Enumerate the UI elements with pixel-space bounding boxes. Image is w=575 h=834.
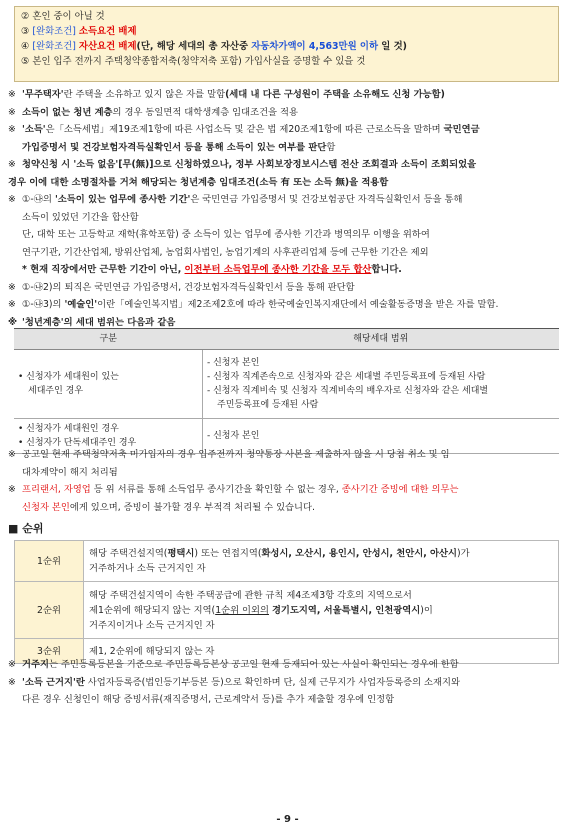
rank-label: 3순위 xyxy=(15,639,84,664)
note-savings-cont: 대차계약이 해지 처리됨 xyxy=(22,466,118,478)
household-range-table xyxy=(14,328,559,454)
note-text: (세대 내 다른 구성원이 주택을 소유해도 신청 가능함) xyxy=(225,89,445,100)
condition-text: 자동차가액이 4,563만원 이하 xyxy=(251,41,379,52)
cell-text: • 신청자가 세대원이 있는 xyxy=(18,372,119,382)
table-header: 해당세대 범위 xyxy=(203,329,560,350)
note-term: '소득 근거지'란 xyxy=(22,676,85,688)
note-term: '예술인' xyxy=(64,299,98,310)
table-cell xyxy=(14,350,203,419)
note-text: 프리랜서, 자영업 xyxy=(22,484,91,495)
note-text: 가입증명서 및 건강보험자격득실확인서 등을 통해 소득이 있는 여부를 판단 xyxy=(22,141,327,153)
table-header-row xyxy=(14,329,559,350)
note-apply-no-income xyxy=(8,156,564,174)
cell-text: 주민등록표에 등재된 사람 xyxy=(217,400,319,410)
cell-text: 세대주인 경우 xyxy=(28,386,84,396)
note-text: 은「소득세법」제19조제1항에 따른 사업소득 및 같은 법 제20조제1항에 따른 근로소득을 말하며 xyxy=(45,124,444,135)
table-row xyxy=(14,350,559,419)
table-header: 구분 xyxy=(14,329,203,350)
table-row xyxy=(15,541,559,582)
cell-text: )이 xyxy=(420,604,433,616)
note-income-base xyxy=(8,674,564,692)
note-term: '소득이 있는 업무에 종사한 기간' xyxy=(54,194,191,205)
cell-text: 거주하거나 소득 근거지인 자 xyxy=(89,563,206,574)
note-work-period xyxy=(8,191,564,209)
note-text: 이란「예술인복지법」제2조제2호에 따라 한국예술인복지재단에서 예술활동증명을 받은 자를 말함. xyxy=(97,299,499,310)
cell-text xyxy=(89,603,553,618)
cell-text: 제1순위에 해당되지 않는 지역( xyxy=(89,604,216,616)
note-mark: ※ xyxy=(8,316,18,328)
note-no-income xyxy=(8,104,564,122)
note-text: ①-㉯3)의 xyxy=(22,299,65,310)
condition-4 xyxy=(21,39,558,54)
note-text: 의 경우 동일면적 대학생계층 임대조건을 적용 xyxy=(112,106,298,118)
note-residence xyxy=(8,656,564,674)
note-mark: ※ xyxy=(8,449,16,460)
note-text: ①-㉯의 xyxy=(22,194,55,205)
note-freelancer-cont xyxy=(8,499,564,517)
condition-text: (단, 해당 세대의 총 자산중 xyxy=(136,41,252,52)
note-work-period-cont: 단, 대학 또는 고등학교 재학(휴학포함) 중 소득이 있는 업무에 종사한 기간과 병역의무 이행을 위하여 xyxy=(22,229,430,240)
cell-text: 평택시 xyxy=(167,548,195,559)
note-mark: ※ xyxy=(8,194,16,205)
cell-text: 화성시, 오산시, 용인시, 안성시, 천안시, 아산시 xyxy=(261,548,457,559)
condition-5 xyxy=(21,54,558,69)
cell-text: )가 xyxy=(456,548,470,559)
condition-number: ③ xyxy=(21,26,30,37)
rank-description xyxy=(84,541,559,582)
note-text: 합니다. xyxy=(371,264,402,275)
cell-text: 거주지이거나 소득 근거지인 자 xyxy=(89,619,215,631)
condition-text: 본인 입주 전까지 주택청약종합저축(청약저축 포함) 가입사실을 증명할 수 있을 것 xyxy=(32,56,366,67)
section-title-ranking: ■ 순위 xyxy=(8,522,44,535)
condition-2 xyxy=(21,9,558,24)
cell-text: - 신청자 직계비속 및 신청자 직계비속의 배우자로 신청자와 같은 세대별 xyxy=(207,386,489,396)
note-term: 소득이 없는 청년 계층 xyxy=(22,106,113,118)
note-text: 국민연금 xyxy=(443,124,480,135)
final-notes xyxy=(8,656,564,709)
condition-text: 자산요건 배제 xyxy=(78,41,137,52)
note-income-base-cont: 다른 경우 신청인이 해당 증빙서류(재직증명서, 근로계약서 등)를 추가 제출할 경우에 인정함 xyxy=(22,694,395,705)
note-apply-no-income-cont: 경우 이에 대한 소명절차를 거쳐 해당되는 청년계층 임대조건(소득 有 또는 소득 無)을 적용함 xyxy=(8,176,389,188)
note-mark: ※ xyxy=(8,106,16,118)
condition-text: 일 것) xyxy=(378,41,407,52)
note-text: * 현재 직장에서만 근무한 기간이 아닌, xyxy=(22,264,185,275)
note-mark: ※ xyxy=(8,89,16,100)
note-text: 청약신청 시 '소득 없음'[무(無)]으로 신청하였으나, 정부 사회보장정보시스템 전산 조회결과 소득이 조회되었을 xyxy=(22,159,477,170)
notes-block xyxy=(8,86,564,331)
note-retirement xyxy=(8,279,564,297)
note-text: 등 위 서류를 통해 소득업무 종사기간을 확인할 수 없는 경우, xyxy=(90,484,342,495)
note-text: 에게 있으며, 증빙이 불가할 경우 부적격 처리될 수 있습니다. xyxy=(69,501,315,513)
note-mark: ※ xyxy=(8,124,16,135)
note-mark: ※ xyxy=(8,659,16,670)
rank-description: 제1, 2순위에 해당되지 않는 자 xyxy=(84,639,559,664)
condition-number: ④ xyxy=(21,41,30,52)
note-mark: ※ xyxy=(8,159,16,170)
note-work-period-sum xyxy=(8,261,564,279)
ranking-table xyxy=(14,540,559,664)
condition-tag: [완화조건] xyxy=(32,26,76,37)
note-text: 는 주민등록등본을 기준으로 주민등록등본상 공고일 현재 등재되어 있는 사실이 확인되는 경우에 한함 xyxy=(48,659,459,670)
note-work-period-cont: 연구기관, 기간산업체, 방위산업체, 농업회사법인, 농업기계의 사후관리업체 등에 근무한 기간은 제외 xyxy=(22,246,429,258)
note-mark: ※ xyxy=(8,281,16,293)
note-freelancer xyxy=(8,481,564,499)
note-homeless xyxy=(8,86,564,104)
cell-text: 경기도지역, 서울특별시, 인천광역시 xyxy=(271,604,421,616)
note-term: '소득' xyxy=(22,124,46,135)
note-income-def xyxy=(8,121,564,139)
note-mark: ※ xyxy=(8,299,16,310)
note-term: 거주지 xyxy=(22,659,49,670)
note-text: '청년계층'의 세대 범위는 다음과 같음 xyxy=(22,316,176,328)
condition-number: ⑤ xyxy=(21,56,30,67)
note-text: 은 국민연금 가입증명서 및 건강보험공단 자격득실확인서 등을 통해 xyxy=(190,194,463,205)
rank-description xyxy=(84,582,559,639)
cell-text: 해당 주택건설지역( xyxy=(89,548,168,559)
cell-text: 해당 주택건설지역이 속한 주택공급에 관한 규칙 제4조제3항 각호의 지역으로서 xyxy=(89,589,412,601)
cell-text: ) 또는 연접지역( xyxy=(194,548,262,559)
condition-tag: [완화조건] xyxy=(32,41,76,52)
note-work-period-cont: 소득이 있었던 기간을 합산함 xyxy=(22,211,139,223)
note-mark: ※ xyxy=(8,676,16,688)
rank-label: 1순위 xyxy=(15,541,84,582)
condition-3 xyxy=(21,24,558,39)
note-mark: ※ xyxy=(8,484,16,495)
table-cell xyxy=(203,350,560,419)
note-text: 함 xyxy=(326,141,336,153)
note-term: '무주택자' xyxy=(22,89,64,100)
cell-text xyxy=(89,546,553,561)
conditions-box xyxy=(14,6,559,82)
condition-number: ② xyxy=(21,11,30,22)
rank-label: 2순위 xyxy=(15,582,84,639)
page-number: - 9 - xyxy=(276,814,299,825)
note-text: 란 주택을 소유하고 있지 않은 자를 말함 xyxy=(63,89,226,100)
cell-text: • 신청자가 세대원인 경우 xyxy=(18,424,119,434)
condition-text: 소득요건 배제 xyxy=(78,26,137,37)
note-text: 사업자등록증(법인등기부등본 등)으로 확인하며 단, 실제 근무지가 사업자등록증의 소재지와 xyxy=(84,676,460,688)
note-income-def-cont xyxy=(8,139,564,157)
after-table-notes xyxy=(8,446,564,516)
cell-text: 1순위 이외의 xyxy=(215,604,269,616)
note-text: 공고일 현재 주택청약저축 미가입자의 경우 입주전까지 청약통장 사본을 제출하지 않을 시 당첨 취소 및 임 xyxy=(22,449,450,460)
note-text: ①-㉯2)의 퇴직은 국민연금 가입증명서, 건강보험자격득실확인서 등을 통해 판단함 xyxy=(22,281,355,293)
condition-text: 혼인 중이 아닐 것 xyxy=(32,11,105,22)
cell-text: • 신청자가 단독세대주인 경우 xyxy=(18,438,137,448)
cell-text: - 신청자 본인 xyxy=(207,431,260,441)
note-artist xyxy=(8,296,564,314)
cell-text: - 신청자 본인 xyxy=(207,358,260,368)
cell-text: - 신청자 직계존속으로 신청자와 같은 세대별 주민등록표에 등재된 사람 xyxy=(207,372,486,382)
note-text: 이전부터 소득업무에 종사한 기간을 모두 합산 xyxy=(184,264,372,275)
note-text: 신청자 본인 xyxy=(22,501,70,513)
note-savings xyxy=(8,446,564,464)
note-text: 종사기간 증빙에 대한 의무는 xyxy=(341,484,459,495)
table-row xyxy=(15,582,559,639)
